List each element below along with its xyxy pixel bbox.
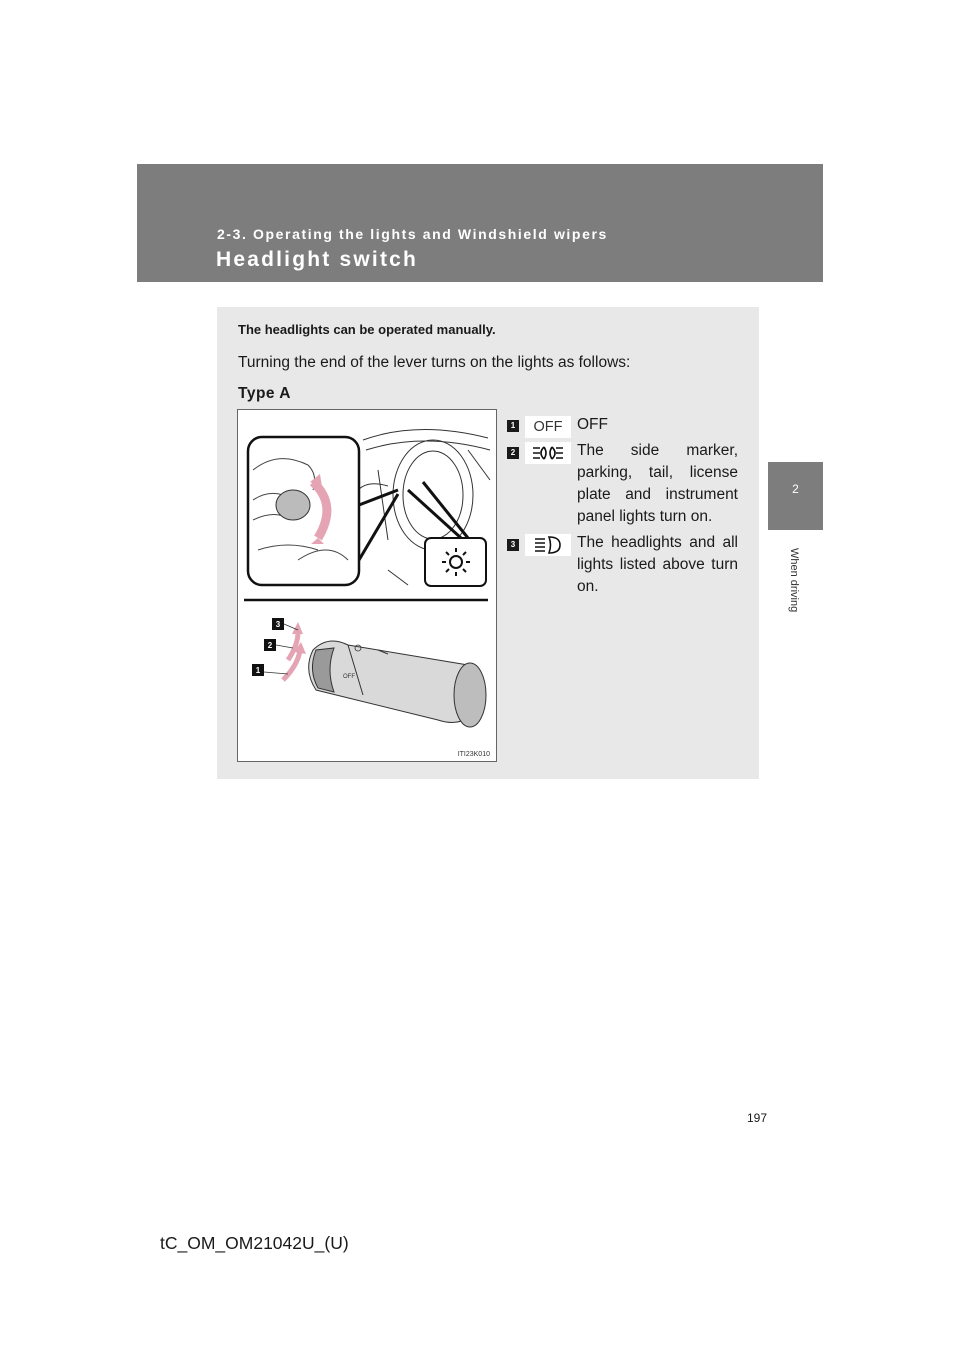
lever-off-label: OFF	[343, 674, 355, 680]
off-symbol-text: OFF	[533, 419, 563, 435]
svg-text:3: 3	[275, 620, 281, 629]
headlight-switch-figure	[237, 409, 497, 762]
figure-code: ITI23K010	[457, 751, 490, 758]
page-number: 197	[747, 1111, 768, 1125]
headlight-icon	[525, 534, 571, 556]
intro-text: Turning the end of the lever turns on the lights as follows:	[238, 354, 631, 371]
page-title: Headlight switch	[216, 248, 419, 271]
svg-text:1: 1	[255, 666, 261, 675]
legend-marker-1: 1	[507, 420, 519, 432]
document-code: tC_OM_OM21042U_(U)	[160, 1233, 349, 1253]
type-label: Type A	[238, 385, 291, 402]
legend-text-1: OFF	[577, 416, 608, 433]
chapter-number: 2	[792, 482, 799, 496]
intro-heading: The headlights can be operated manually.	[238, 322, 496, 337]
section-title: 2-3. Operating the lights and Windshield wipers	[217, 226, 608, 242]
chapter-tab	[768, 462, 823, 530]
legend-marker-2: 2	[507, 447, 519, 459]
legend-text-3: The headlights and all lights listed above turn on.	[577, 534, 738, 595]
chapter-label: When driving	[788, 548, 800, 613]
parking-lights-icon	[525, 442, 571, 464]
lever-illustration	[238, 410, 496, 761]
svg-text:2: 2	[267, 641, 273, 650]
lever-drawing	[309, 641, 486, 727]
headlight-symbol-inset	[425, 538, 486, 586]
legend-text-2: The side marker, parking, tail, license plate and instrument panel lights turn on.	[577, 442, 738, 525]
off-symbol	[525, 416, 571, 438]
legend-marker-3: 3	[507, 539, 519, 551]
